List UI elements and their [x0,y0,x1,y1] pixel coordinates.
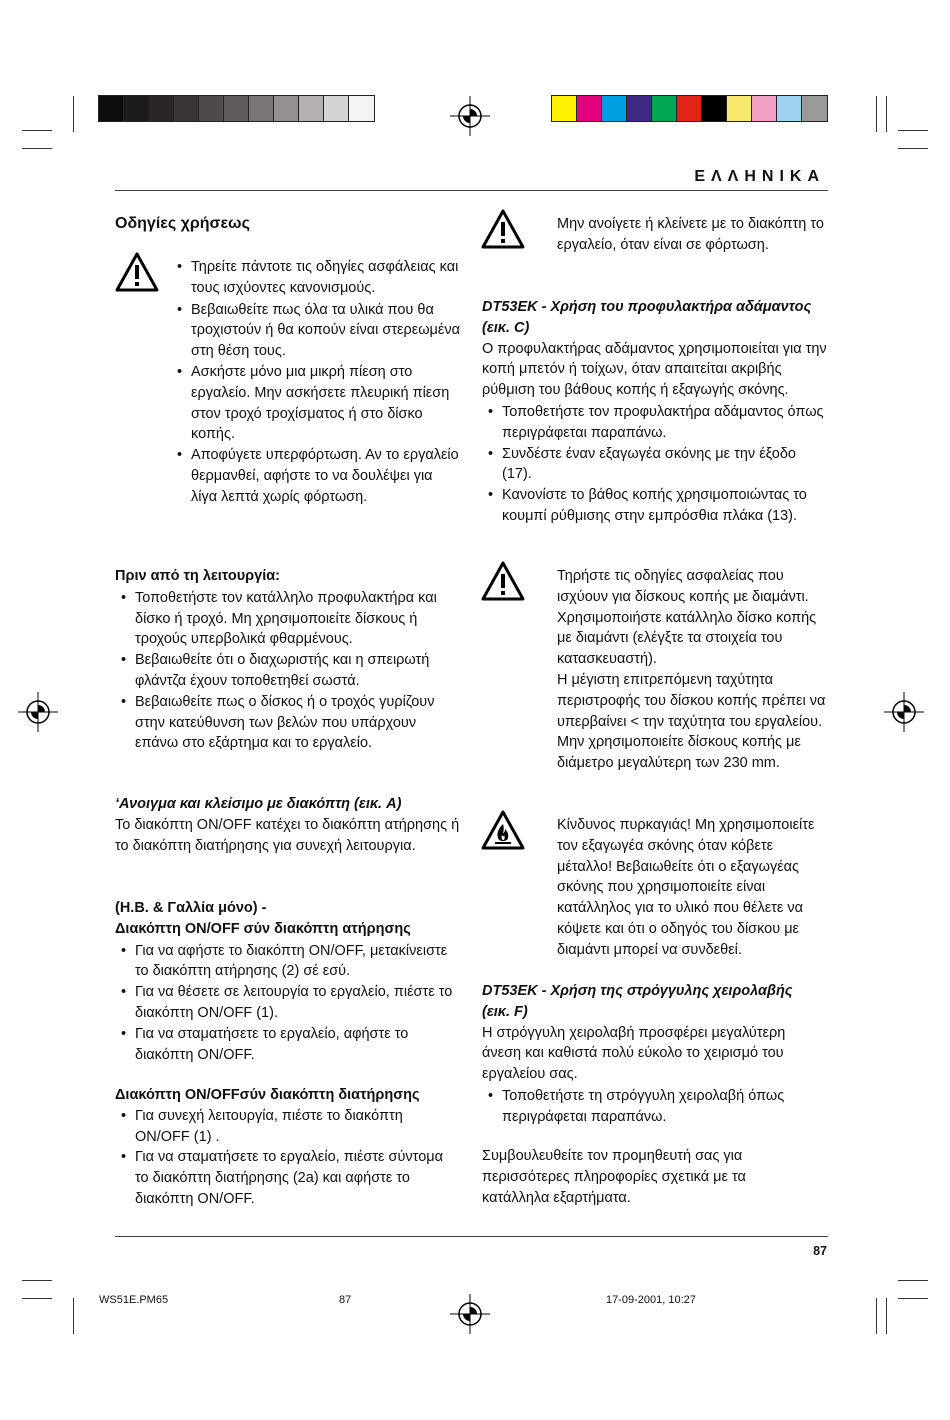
diamond-guard-block [482,297,828,527]
crop-mark [898,148,928,149]
language-heading: ΕΛΛΗΝΙΚΑ [694,168,825,185]
color-swatch [349,96,374,121]
process-color-bar [551,95,828,122]
list-item: • Αποφύγετε υπερφόρτωση. Αν το εργαλείο θερμανθεί, αφήστε το να δουλέψει για λίγα λεπτά χωρίς φόρτωση. [171,445,461,507]
paragraph: Κίνδυνος πυρκαγιάς! Μη χρησιμοποιείτε τον εξαγωγέα σκόνης όταν κόβετε μέταλλο! Βεβαιωθείτε ότι ο εξαγωγέας σκόνης που χρησιμοποιείτε είναι κατάλληλος για το υλικό που θέλετε να κόψετε και ότι ο οδηγός του δίσκου με διαμάντι μπορεί να συνδεθεί. [557,817,815,958]
list-item: • Τοποθετήστε τη στρόγγυλη χειρολαβή όπως περιγράφεται παραπάνω. [482,1086,828,1128]
registration-mark-icon [450,96,490,136]
closing-block [482,1146,812,1208]
list-item: • Για συνεχή λειτουργία, πιέστε το διακόπτη ON/OFF (1) . [115,1106,460,1148]
registration-mark-icon [884,692,924,732]
crop-mark [22,1298,52,1299]
color-swatch [677,96,702,121]
footer-page: 87 [339,1294,352,1306]
before-operation-block [115,566,460,754]
warning-triangle-icon [481,209,525,249]
color-swatch [299,96,324,121]
color-swatch [752,96,777,121]
list-item: • Συνδέστε έναν εξαγωγέα σκόνης με την έξοδο (17). [482,444,828,486]
paragraph: Η μέγιστη επιτρεπόμενη ταχύτητα περιστροφής του δίσκου κοπής πρέπει να υπερβαίνει < την ταχύτητα του εργαλείου. Μην χρησιμοποιείτε δίσκους κοπής με διάμετρο μεγαλύτερη των 230 mm. [557,671,826,772]
section-heading: Διακόπτη ON/OFF σύν διακόπτη ατήρησης [115,920,411,937]
page-number: 87 [813,1244,827,1258]
fire-hazard-icon [481,810,525,850]
fire-warning [557,815,829,961]
paragraph: Το διακόπτη ON/OFF κατέχει το διακόπτη ατήρησης ή το διακόπτη διατήρησης για συνεχή λειτουργια. [115,816,460,854]
section-heading: (εικ. C) [482,319,530,336]
section-heading: Πριν από τη λειτουργία: [115,568,280,584]
color-swatch [802,96,827,121]
list-item: • Τοποθετήστε τον προφυλακτήρα αδάμαντος όπως περιγράφεται παραπάνω. [482,402,828,444]
color-swatch [552,96,577,121]
crop-mark [898,130,928,131]
color-swatch [224,96,249,121]
crop-mark [886,96,887,132]
crop-mark [22,1280,52,1281]
section-heading: Διακόπτη ON/OFFσύν διακόπτη διατήρησης [115,1087,420,1103]
list-item: • Για να θέσετε σε λειτουργία το εργαλείο, πιέστε το διακόπτη ON/OFF (1). [115,982,460,1024]
crop-mark [22,130,52,131]
list-item: • Για να αφήστε το διακόπτη ON/OFF, μετακίνειστε το διακόπτη ατήρησης (2) σέ εσύ. [115,941,460,983]
list-item: • Για να σταματήσετε το εργαλείο, πιέστε σύντομα το διακόπτη διατήρησης (2a) και αφήστε το διακόπτη ON/OFF. [115,1147,460,1209]
footer-date: 17-09-2001, 10:27 [606,1294,696,1306]
color-swatch [324,96,349,121]
color-swatch [702,96,727,121]
list-item: • Τοποθετήστε τον κατάλληλο προφυλακτήρα και δίσκο ή τροχό. Μη χρησιμοποιείτε δίσκους ή τροχούς υπερβολικά φθαρμένους. [115,588,460,650]
crop-mark [876,1298,877,1334]
left-column [115,214,465,235]
footer-rule [115,1236,828,1237]
color-swatch [627,96,652,121]
section-heading: DT53EK - Χρήση του προφυλακτήρα αδάμαντος [482,299,812,315]
section-heading: DT53EK - Χρήση της στρόγγυλης χειρολαβής [482,983,793,999]
footer-filename: WS51E.PM65 [99,1294,169,1306]
list-item: • Κανονίστε το βάθος κοπής χρησιμοποιώντας το κουμπί ρύθμισης στην εμπρόσθια πλάκα (13). [482,485,828,527]
color-swatch [249,96,274,121]
crop-mark [73,1298,74,1334]
section-title: Οδηγίες χρήσεως [115,215,250,232]
paragraph: Η στρόγγυλη χειρολαβή προσφέρει μεγαλύτερη άνεση και καθιστά πολύ εύκολο το χειρισμό του εργαλείου σας. [482,1024,786,1083]
color-swatch [602,96,627,121]
list-item: • Για να σταματήσετε το εργαλείο, αφήστε το διακόπτη ON/OFF. [115,1024,460,1066]
crop-mark [876,96,877,132]
header-rule [115,190,828,191]
section-heading: (Η.Β. & Γαλλία μόνο) - [115,900,267,916]
warning-triangle-icon [115,252,159,292]
color-swatch [777,96,802,121]
list-item: • Τηρείτε πάντοτε τις οδηγίες ασφάλειας και τους ισχύοντες κανονισμούς. [171,257,461,299]
uk-switch-block [115,898,460,1065]
lock-switch-block [115,1085,460,1210]
section-heading: ‘Ανοιγμα και κλείσιμο με διακόπτη (εικ. A) [115,796,402,812]
list-item: • Βεβαιωθείτε πως όλα τα υλικά που θα τροχιστούν ή θα κοπούν είναι στερεωμένα στη θέση τους. [171,300,461,362]
crop-mark [22,148,52,149]
crop-mark [73,96,74,132]
paragraph: Ο προφυλακτήρας αδάμαντος χρησιμοποιείται για την κοπή μπετόν ή τοίχων, όταν απαιτείται ακριβής ρύθμιση του βάθους κοπής ή εξαγωγής σκόνης. [482,340,827,399]
color-swatch [99,96,124,121]
switch-block [115,794,460,856]
safety-list-block [171,257,461,508]
switch-warning [557,214,827,256]
color-swatch [727,96,752,121]
color-swatch [652,96,677,121]
round-handle-block [482,981,828,1128]
list-item: • Βεβαιωθείτε πως ο δίσκος ή ο τροχός γυρίζουν στην κατεύθυνση των βελών που υπάρχουν επάνω στο εξάρτημα και το εργαλείο. [115,692,460,754]
crop-mark [886,1298,887,1334]
paragraph: Μην ανοίγετε ή κλείνετε με το διακόπτη το εργαλείο, όταν είναι σε φόρτωση. [557,216,824,253]
color-swatch [274,96,299,121]
registration-mark-icon [450,1294,490,1334]
color-swatch [124,96,149,121]
list-item: • Ασκήστε μόνο μια μικρή πίεση στο εργαλείο. Μην ασκήσετε πλευρική πίεση στον τροχό τροχίσματος ή στο δίσκο κοπής. [171,362,461,445]
grayscale-color-bar [98,95,375,122]
color-swatch [149,96,174,121]
registration-mark-icon [18,692,58,732]
color-swatch [174,96,199,121]
color-swatch [577,96,602,121]
paragraph: Τηρήστε τις οδηγίες ασφαλείας που ισχύουν για δίσκους κοπής με διαμάντι. Χρησιμοποιήστε κατάλληλο δίσκο κοπής με διαμάντι (ελέγξτε τα στοιχεία του κατασκευαστή). [557,568,817,668]
section-heading: (εικ. F) [482,1003,528,1020]
color-swatch [199,96,224,121]
crop-mark [898,1280,928,1281]
crop-mark [898,1298,928,1299]
paragraph: Συμβουλευθείτε τον προμηθευτή σας για περισσότερες πληροφορίες σχετικά με τα κατάλληλα εξαρτήματα. [482,1148,746,1206]
warning-triangle-icon [481,561,525,601]
diamond-warning [557,566,829,774]
list-item: • Βεβαιωθείτε ότι ο διαχωριστής και η σπειρωτή φλάντζα έχουν τοποθετηθεί σωστά. [115,650,460,692]
